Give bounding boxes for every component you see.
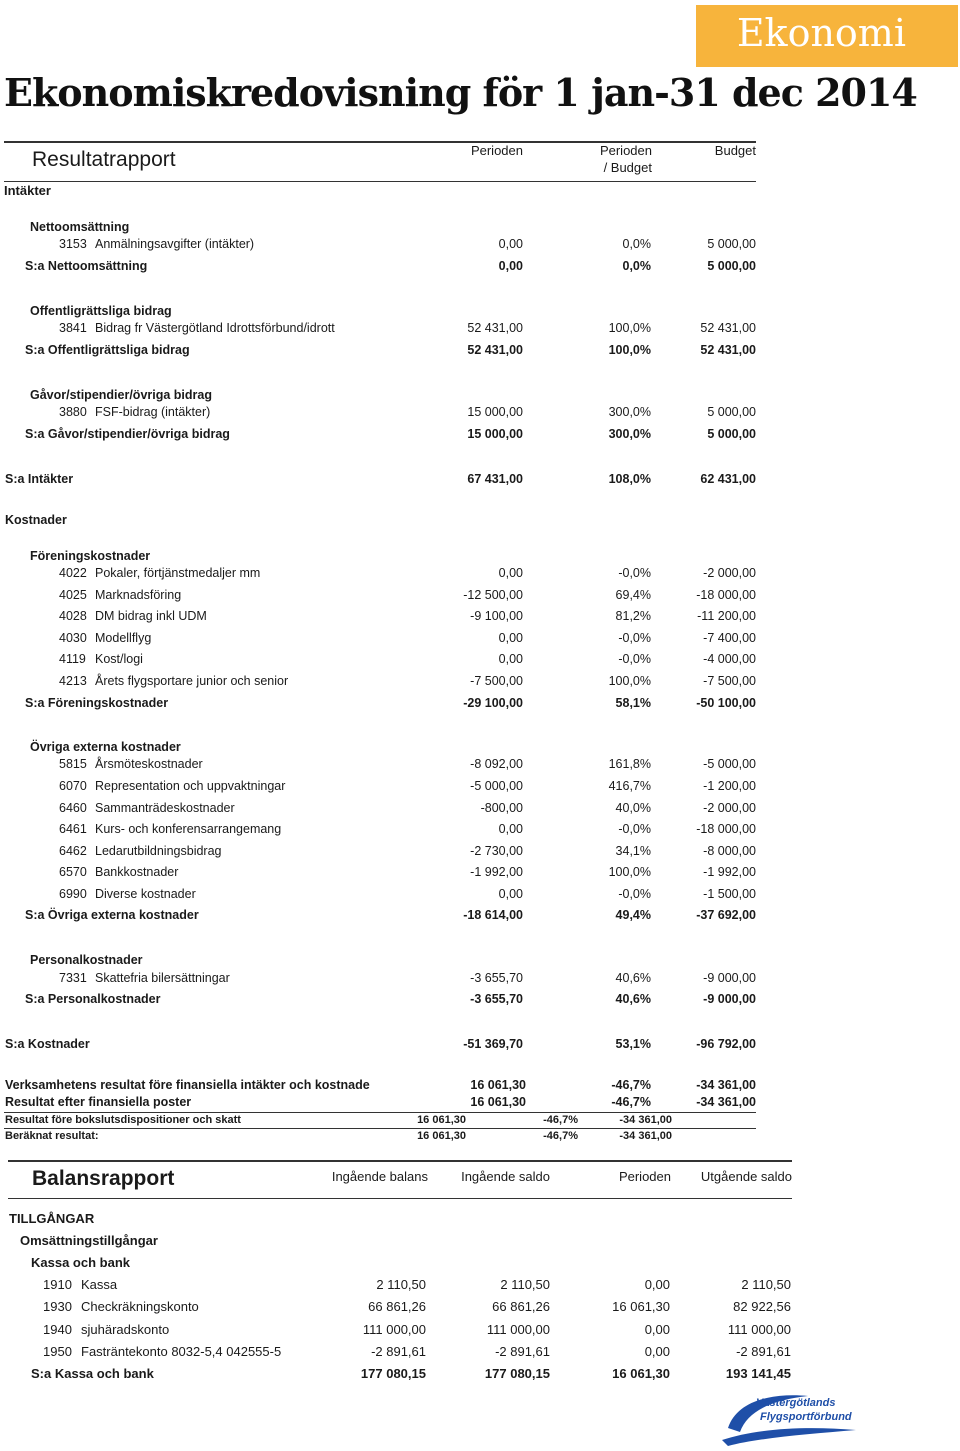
page-title: Ekonomiskredovisning för 1 jan-31 dec 2014	[4, 70, 917, 115]
col-header-open-balance: Ingående balans	[331, 1169, 428, 1184]
balance-row: 1950 Fasträntekonto 8032-5,4 042555-5 -2 891,61 -2 891,61 0,00 -2 891,61	[43, 1344, 791, 1359]
divider	[8, 1160, 792, 1162]
group-heading: Nettoomsättning	[30, 220, 130, 234]
table-row: 4025 Marknadsföring -12 500,00 69,4% -18 000,00	[59, 588, 756, 602]
divider	[8, 1198, 792, 1199]
table-row: 6990 Diverse kostnader 0,00 -0,0% -1 500,00	[59, 887, 756, 901]
group-heading: Föreningskostnader	[30, 549, 151, 563]
sum-row: S:a Gåvor/stipendier/övriga bidrag 15 000,00 300,0% 5 000,00	[25, 427, 756, 441]
col-header-open-saldo: Ingående saldo	[461, 1169, 550, 1184]
table-row: 3153 Anmälningsavgifter (intäkter) 0,00 0,0% 5 000,00	[59, 237, 756, 251]
cash-heading: Kassa och bank	[31, 1255, 130, 1270]
table-row: 4119 Kost/logi 0,00 -0,0% -4 000,00	[59, 652, 756, 666]
logo-line2: Flygsportförbund	[760, 1411, 852, 1423]
sum-row: S:a Offentligrättsliga bidrag 52 431,00 100,0% 52 431,00	[25, 343, 756, 357]
group-heading: Övriga externa kostnader	[30, 740, 181, 754]
pretax-result-row: Resultat före bokslutsdispositioner och skatt 16 061,30 -46,7% -34 361,00	[5, 1114, 672, 1126]
group-heading: Personalkostnader	[30, 953, 143, 967]
assets-heading: TILLGÅNGAR	[9, 1211, 95, 1226]
table-row: 6070 Representation och uppvaktningar -5 000,00 416,7% -1 200,00	[59, 779, 756, 793]
divider	[4, 1128, 756, 1129]
col-header-period-budget: Perioden	[599, 143, 652, 158]
divider	[4, 181, 756, 182]
sum-row: S:a Föreningskostnader -29 100,00 58,1% -50 100,00	[25, 696, 756, 710]
table-row: 6461 Kurs- och konferensarrangemang 0,00 -0,0% -18 000,00	[59, 822, 756, 836]
table-row: 4213 Årets flygsportare junior och senior -7 500,00 100,0% -7 500,00	[59, 674, 756, 688]
col-header-period-budget-sub: / Budget	[603, 160, 652, 175]
table-row: 6570 Bankkostnader -1 992,00 100,0% -1 992,00	[59, 865, 756, 879]
table-row: 6462 Ledarutbildningsbidrag -2 730,00 34,1% -8 000,00	[59, 844, 756, 858]
table-row: 4022 Pokaler, förtjänstmedaljer mm 0,00 -0,0% -2 000,00	[59, 566, 756, 580]
table-row: 4030 Modellflyg 0,00 -0,0% -7 400,00	[59, 631, 756, 645]
section-costs: Kostnader	[5, 513, 67, 527]
balance-report-title: Balansrapport	[32, 1167, 175, 1190]
financial-result-row: Resultat efter finansiella poster 16 061,30 -46,7% -34 361,00	[5, 1095, 756, 1109]
balance-row: 1930 Checkräkningskonto 66 861,26 66 861,26 16 061,30 82 922,56	[43, 1299, 791, 1314]
col-header-budget: Budget	[714, 143, 756, 158]
current-assets-heading: Omsättningstillgångar	[20, 1233, 158, 1248]
balance-sum-row: S:a Kassa och bank 177 080,15 177 080,15 16 061,30 193 141,45	[31, 1366, 791, 1381]
col-header-close-saldo: Utgående saldo	[700, 1169, 792, 1184]
section-income: Intäkter	[4, 183, 51, 198]
association-logo	[718, 1388, 863, 1446]
table-row: 4028 DM bidrag inkl UDM -9 100,00 81,2% -11 200,00	[59, 609, 756, 623]
result-report-title: Resultatrapport	[32, 148, 176, 171]
section-badge: Ekonomi	[696, 5, 958, 67]
sum-row: S:a Övriga externa kostnader -18 614,00 49,4% -37 692,00	[25, 908, 756, 922]
divider	[4, 1112, 756, 1113]
logo-line1: Västergötlands	[756, 1397, 836, 1409]
balance-row: 1910 Kassa 2 110,50 2 110,50 0,00 2 110,50	[43, 1277, 791, 1292]
balance-row: 1940 sjuhäradskonto 111 000,00 111 000,00 0,00 111 000,00	[43, 1322, 791, 1337]
col-header-period: Perioden	[618, 1169, 671, 1184]
table-row: 5815 Årsmöteskostnader -8 092,00 161,8% -5 000,00	[59, 757, 756, 771]
col-header-period: Perioden	[470, 143, 523, 158]
sum-row-costs: S:a Kostnader -51 369,70 53,1% -96 792,00	[5, 1037, 756, 1051]
table-row: 3880 FSF-bidrag (intäkter) 15 000,00 300,0% 5 000,00	[59, 405, 756, 419]
sum-row: S:a Personalkostnader -3 655,70 40,6% -9 000,00	[25, 992, 756, 1006]
operating-result-row: Verksamhetens resultat före finansiella intäkter och kostnade 16 061,30 -46,7% -34 361,00	[5, 1078, 756, 1092]
sum-row: S:a Nettoomsättning 0,00 0,0% 5 000,00	[25, 259, 756, 273]
table-row: 6460 Sammanträdeskostnader -800,00 40,0% -2 000,00	[59, 801, 756, 815]
group-heading: Gåvor/stipendier/övriga bidrag	[30, 388, 212, 402]
table-row: 3841 Bidrag fr Västergötland Idrottsförbund/idrott 52 431,00 100,0% 52 431,00	[59, 321, 756, 335]
sum-row-income: S:a Intäkter 67 431,00 108,0% 62 431,00	[5, 472, 756, 486]
group-heading: Offentligrättsliga bidrag	[30, 304, 172, 318]
table-row: 7331 Skattefria bilersättningar -3 655,70 40,6% -9 000,00	[59, 971, 756, 985]
calculated-result-row: Beräknat resultat: 16 061,30 -46,7% -34 361,00	[5, 1130, 672, 1142]
